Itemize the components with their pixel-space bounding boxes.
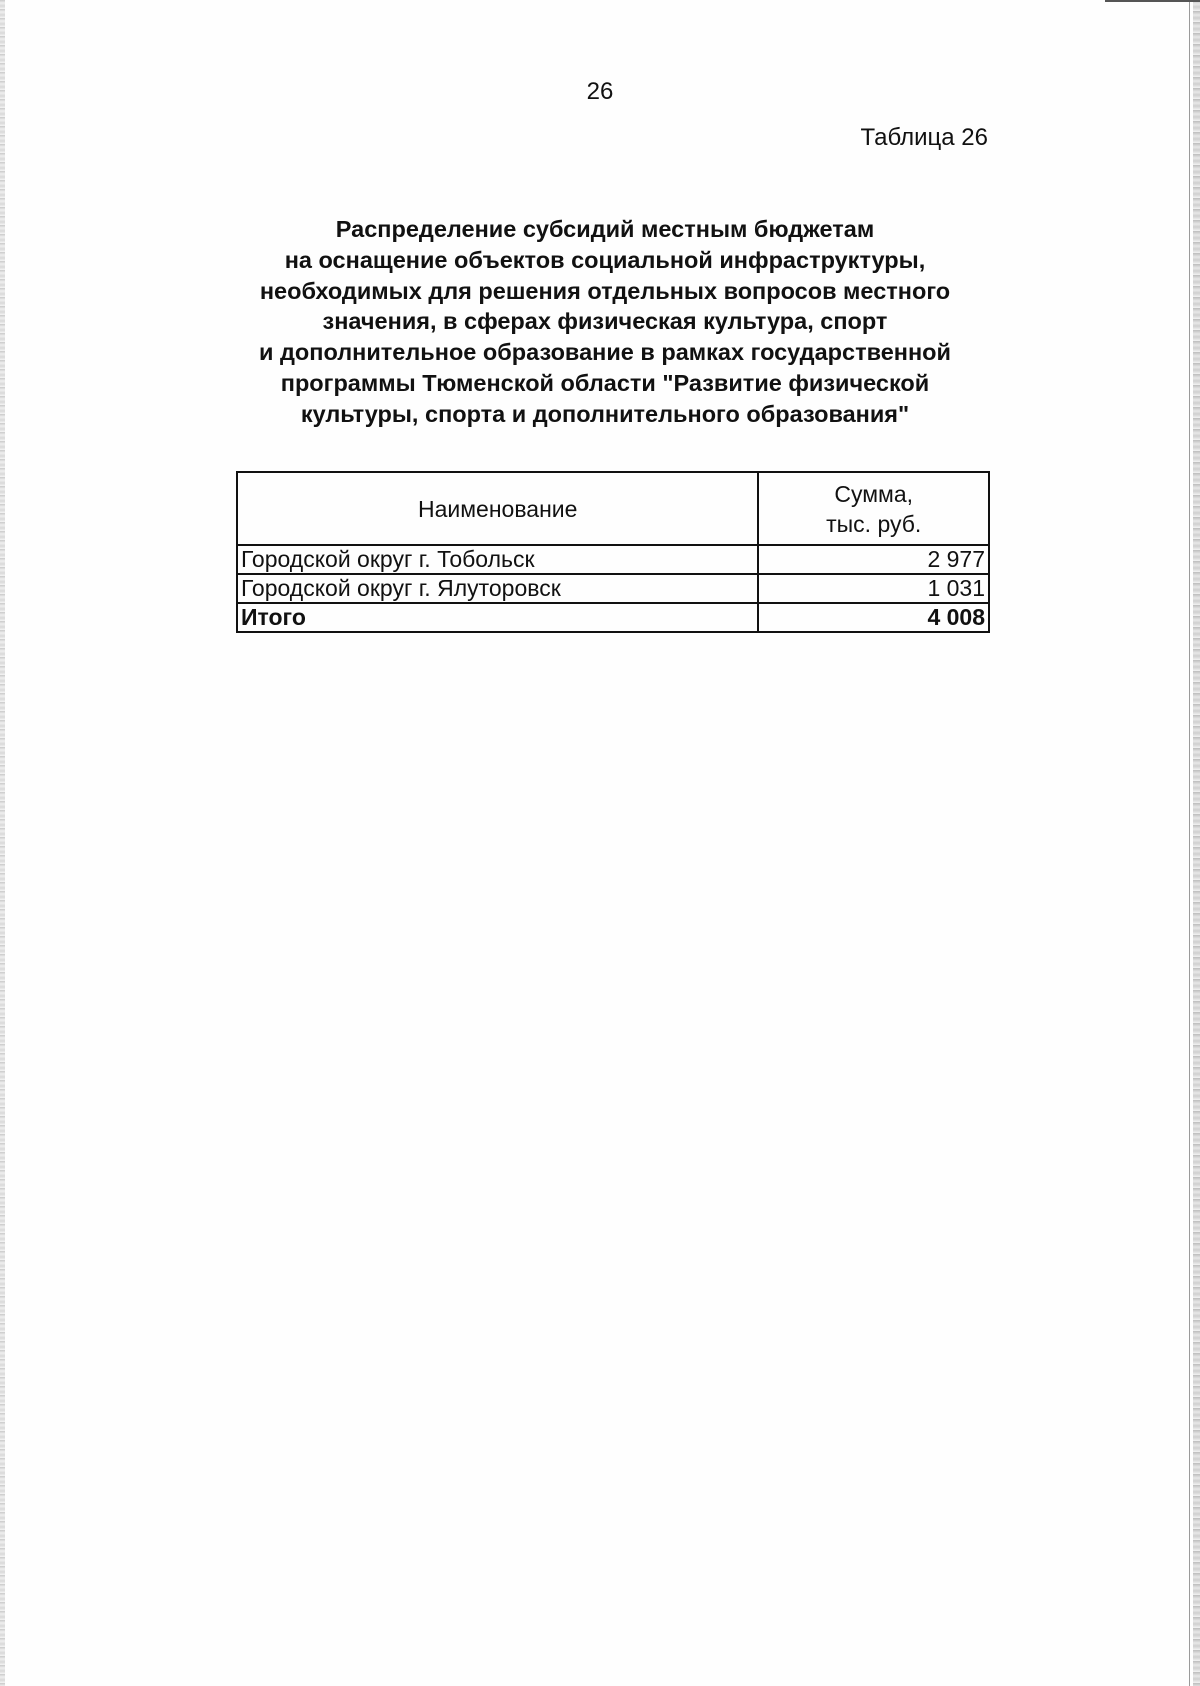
row-name: Городской округ г. Ялуторовск (237, 574, 758, 603)
table-header-row (237, 472, 989, 545)
header-sum-unit: тыс. руб. (826, 510, 922, 537)
row-sum: 2 977 (758, 545, 989, 574)
title-line: Распределение субсидий местным бюджетам (335, 216, 875, 242)
table-row (237, 574, 989, 603)
scan-edge-top (1105, 0, 1200, 2)
header-sum (758, 472, 989, 545)
document-title (220, 214, 990, 430)
table-row (237, 545, 989, 574)
header-sum-line: Сумма, (834, 480, 914, 507)
title-line: программы Тюменской области "Развитие физической (280, 369, 930, 396)
table-label: Таблица 26 (860, 124, 988, 151)
row-sum: 1 031 (758, 574, 989, 603)
page-number: 26 (586, 78, 614, 105)
total-label: Итого (237, 603, 758, 632)
header-name: Наименование (237, 472, 758, 545)
scan-edge-left (0, 0, 5, 1686)
row-name: Городской округ г. Тобольск (237, 545, 758, 574)
title-line: культуры, спорта и дополнительного образования" (300, 400, 910, 427)
scan-edge-line (1189, 0, 1190, 1686)
total-sum: 4 008 (758, 603, 989, 632)
total-row (237, 603, 989, 632)
title-line: на оснащение объектов социальной инфраструктуры, (284, 246, 926, 273)
title-line: необходимых для решения отдельных вопросов местного (259, 277, 951, 304)
title-line: и дополнительное образование в рамках государственной (259, 339, 951, 366)
title-line: значения, в сферах физическая культура, спорт (322, 308, 888, 335)
subsidy-table (236, 471, 990, 633)
scan-edge-right (1193, 0, 1200, 1686)
